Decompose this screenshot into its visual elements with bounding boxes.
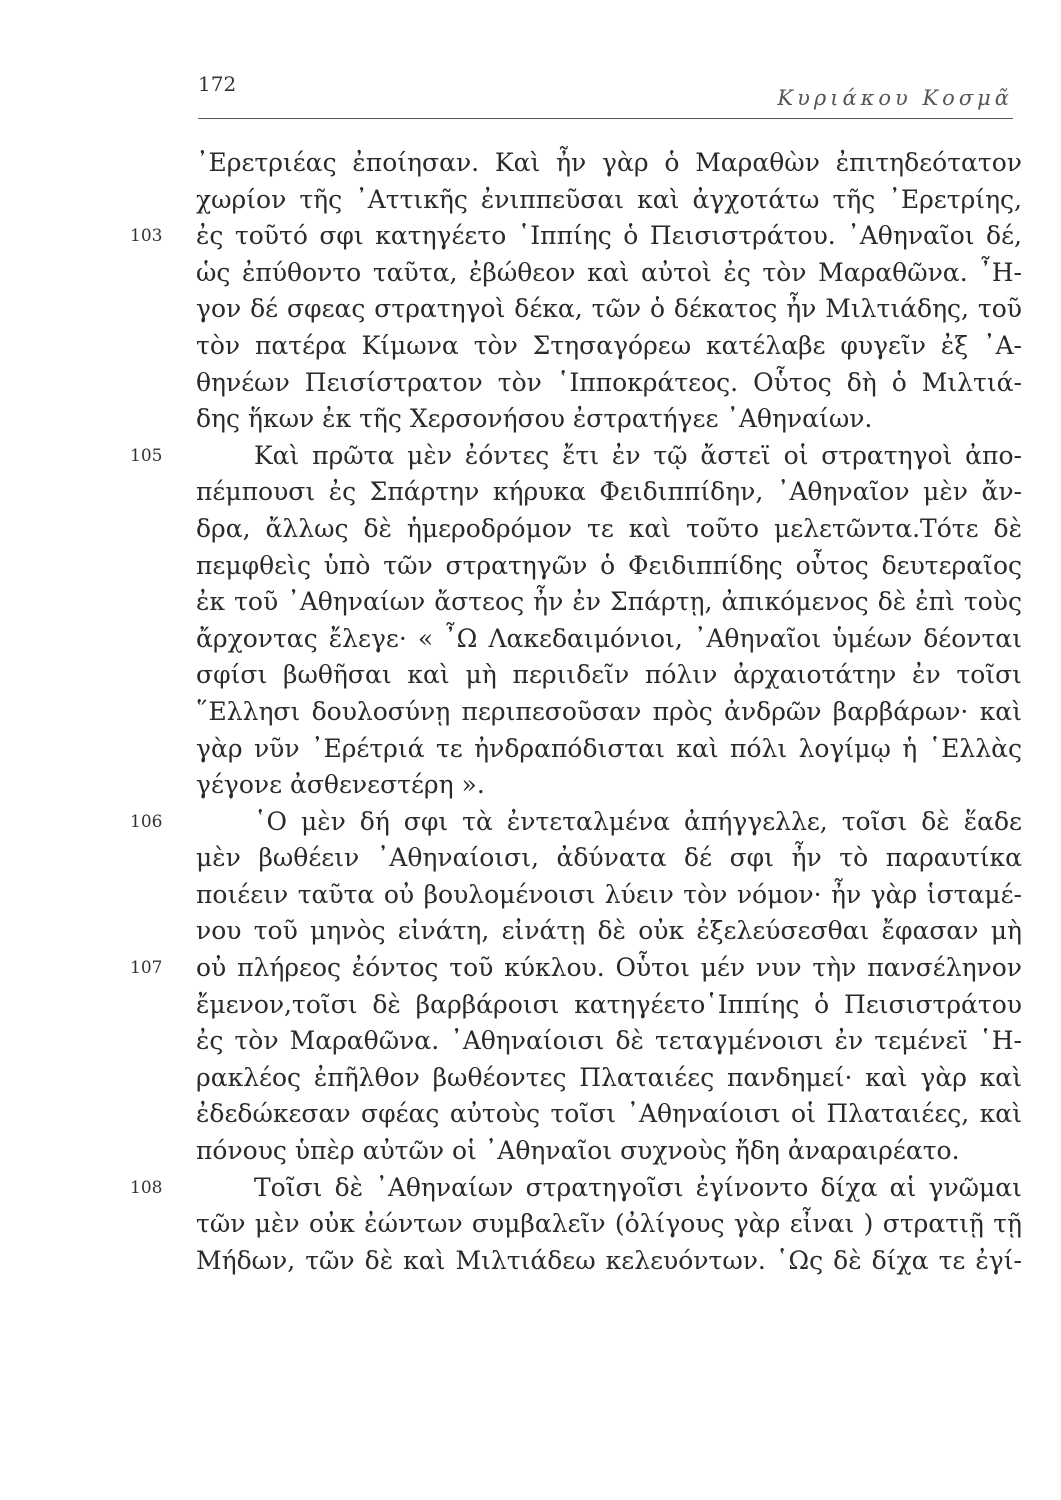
line-text: γέγονε ἀσθενεστέρη ». bbox=[196, 770, 485, 800]
text-line bbox=[196, 255, 1022, 292]
text-line bbox=[196, 1133, 1022, 1170]
line-text: γον δέ σφεας στρατηγοὶ δέκα, τῶν ὁ δέκατος ἦν Μιλτιάδης, τοῦ bbox=[196, 294, 1022, 324]
text-line bbox=[196, 621, 1022, 658]
line-text: σφίσι βωθῆσαι καὶ μὴ περιιδεῖν πόλιν ἀρχαιοτάτην ἐν τοῖσι bbox=[196, 660, 1022, 690]
line-text: Καὶ πρῶτα μὲν ἐόντες ἔτι ἐν τῷ ἄστεϊ οἱ στρατηγοὶ ἀπο- bbox=[254, 440, 1022, 470]
line-text: ἄρχοντας ἔλεγε· « ῏Ω Λακεδαιμόνιοι, ᾿Αθηναῖοι ὑμέων δέονται bbox=[196, 623, 1022, 653]
text-line bbox=[196, 840, 1022, 877]
line-text: τὸν πατέρα Κίμωνα τὸν Στησαγόρεω κατέλαβε φυγεῖν ἐξ ᾿Α- bbox=[196, 330, 1022, 360]
text-line bbox=[130, 218, 1022, 255]
margin-section-number: 106 bbox=[130, 811, 163, 832]
text-line bbox=[130, 950, 1022, 987]
text-line bbox=[196, 291, 1022, 328]
text-line bbox=[196, 182, 1022, 219]
line-text: ὡς ἐπύθοντο ταῦτα, ἐβώθεον καὶ αὐτοὶ ἐς τὸν Μαραθῶνα. ῏Η- bbox=[196, 257, 1022, 287]
text-line bbox=[196, 584, 1022, 621]
line-text: χωρίον τῆς ᾿Αττικῆς ἐνιππεῦσαι καὶ ἀγχοτάτω τῆς ᾿Ερετρίης, bbox=[196, 184, 1022, 214]
text-line bbox=[196, 1206, 1022, 1243]
text-line bbox=[196, 511, 1022, 548]
text-line bbox=[196, 877, 1022, 914]
line-text: ῞Ελλησι δουλοσύνῃ περιπεσοῦσαν πρὸς ἀνδρῶν βαρβάρων· καὶ bbox=[196, 696, 1022, 726]
text-line bbox=[196, 365, 1022, 402]
text-line bbox=[130, 1170, 1022, 1207]
text-line bbox=[196, 401, 1022, 438]
text-line bbox=[196, 731, 1022, 768]
margin-section-number: 103 bbox=[130, 226, 163, 247]
line-text: ἐκ τοῦ ᾿Αθηναίων ἄστεος ἦν ἐν Σπάρτῃ, ἀπικόμενος δὲ ἐπὶ τοὺς bbox=[196, 587, 1022, 617]
margin-section-number: 108 bbox=[130, 1177, 163, 1198]
text-line bbox=[196, 145, 1022, 182]
text-line bbox=[196, 328, 1022, 365]
line-text: οὐ πλήρεος ἐόντος τοῦ κύκλου. Οὗτοι μέν νυν τὴν πανσέληνον bbox=[196, 953, 1022, 983]
text-line bbox=[196, 1243, 1022, 1280]
text-line bbox=[196, 913, 1022, 950]
text-line bbox=[130, 804, 1022, 841]
line-text: ποιέειν ταῦτα οὐ βουλομένοισι λύειν τὸν νόμον· ἦν γὰρ ἱσταμέ- bbox=[196, 879, 1022, 909]
margin-section-number: 105 bbox=[130, 445, 163, 466]
margin-section-number: 107 bbox=[130, 958, 163, 979]
text-body bbox=[130, 145, 1022, 1279]
text-line bbox=[196, 474, 1022, 511]
line-text: Μήδων, τῶν δὲ καὶ Μιλτιάδεω κελευόντων. ῾Ως δὲ δίχα τε ἐγί- bbox=[196, 1245, 1022, 1275]
line-text: γὰρ νῦν ᾿Ερέτριά τε ἠνδραπόδισται καὶ πόλι λογίμῳ ἡ ῾Ελλὰς bbox=[196, 733, 1022, 763]
text-line bbox=[196, 987, 1022, 1024]
line-text: τῶν μὲν οὐκ ἐώντων συμβαλεῖν (ὀλίγους γὰρ εἶναι ) στρατιῇ τῇ bbox=[196, 1209, 1022, 1239]
line-text: ἐδεδώκεσαν σφέας αὐτοὺς τοῖσι ᾿Αθηναίοισι οἱ Πλαταιέες, καὶ bbox=[196, 1099, 1022, 1129]
running-head: Κυριάκου Κοσμᾶ bbox=[777, 86, 1013, 110]
line-text: δης ἥκων ἐκ τῆς Χερσονήσου ἐστρατήγεε ᾿Αθηναίων. bbox=[196, 404, 873, 434]
line-text: πέμπουσι ἐς Σπάρτην κήρυκα Φειδιππίδην, ᾿Αθηναῖον μὲν ἄν- bbox=[196, 477, 1022, 507]
line-text: ρακλέος ἐπῆλθον βωθέοντες Πλαταιέες πανδημεί· καὶ γὰρ καὶ bbox=[196, 1062, 1022, 1092]
text-line bbox=[196, 1023, 1022, 1060]
text-line bbox=[196, 694, 1022, 731]
line-text: ᾿Ερετριέας ἐποίησαν. Καὶ ἦν γὰρ ὁ Μαραθὼν ἐπιτηδεότατον bbox=[196, 148, 1022, 177]
text-line bbox=[196, 657, 1022, 694]
text-line bbox=[196, 1060, 1022, 1097]
line-text: θηνέων Πεισίστρατον τὸν ῾Ιπποκράτεος. Οὗτος δὴ ὁ Μιλτιά- bbox=[196, 367, 1022, 397]
text-line bbox=[196, 1096, 1022, 1133]
line-text: δρα, ἄλλως δὲ ἡμεροδρόμον τε καὶ τοῦτο μελετῶντα.Τότε δὲ bbox=[196, 513, 1022, 543]
text-line bbox=[130, 438, 1022, 475]
line-text: ἔμενον,τοῖσι δὲ βαρβάροισι κατηγέετο῾Ιππίης ὁ Πεισιστράτου bbox=[196, 989, 1022, 1019]
line-text: ῾Ο μὲν δή σφι τὰ ἐντεταλμένα ἀπήγγελλε, τοῖσι δὲ ἕαδε bbox=[254, 806, 1022, 836]
line-text: νου τοῦ μηνὸς εἰνάτη, εἰνάτῃ δὲ οὐκ ἐξελεύσεσθαι ἔφασαν μὴ bbox=[196, 916, 1022, 946]
line-text: πεμφθεὶς ὑπὸ τῶν στρατηγῶν ὁ Φειδιππίδης οὗτος δευτεραῖος bbox=[196, 550, 1022, 580]
line-text: ἐς τοῦτό σφι κατηγέετο ῾Ιππίης ὁ Πεισιστράτου. ᾿Αθηναῖοι δέ, bbox=[196, 221, 1022, 251]
text-line bbox=[196, 767, 1022, 804]
line-text: Τοῖσι δὲ ᾿Αθηναίων στρατηγοῖσι ἐγίνοντο δίχα αἱ γνῶμαι bbox=[254, 1172, 1022, 1202]
page-number: 172 bbox=[198, 72, 237, 96]
line-text: μὲν βωθέειν ᾿Αθηναίοισι, ἀδύνατα δέ σφι ἦν τὸ παραυτίκα bbox=[196, 843, 1022, 873]
line-text: πόνους ὑπὲρ αὐτῶν οἱ ᾿Αθηναῖοι συχνοὺς ἤδη ἀναραιρέατο. bbox=[196, 1136, 960, 1166]
text-line bbox=[196, 548, 1022, 585]
line-text: ἐς τὸν Μαραθῶνα. ᾿Αθηναίοισι δὲ τεταγμένοισι ἐν τεμένεϊ ῾Η- bbox=[196, 1026, 1022, 1056]
header-rule bbox=[198, 118, 1013, 119]
